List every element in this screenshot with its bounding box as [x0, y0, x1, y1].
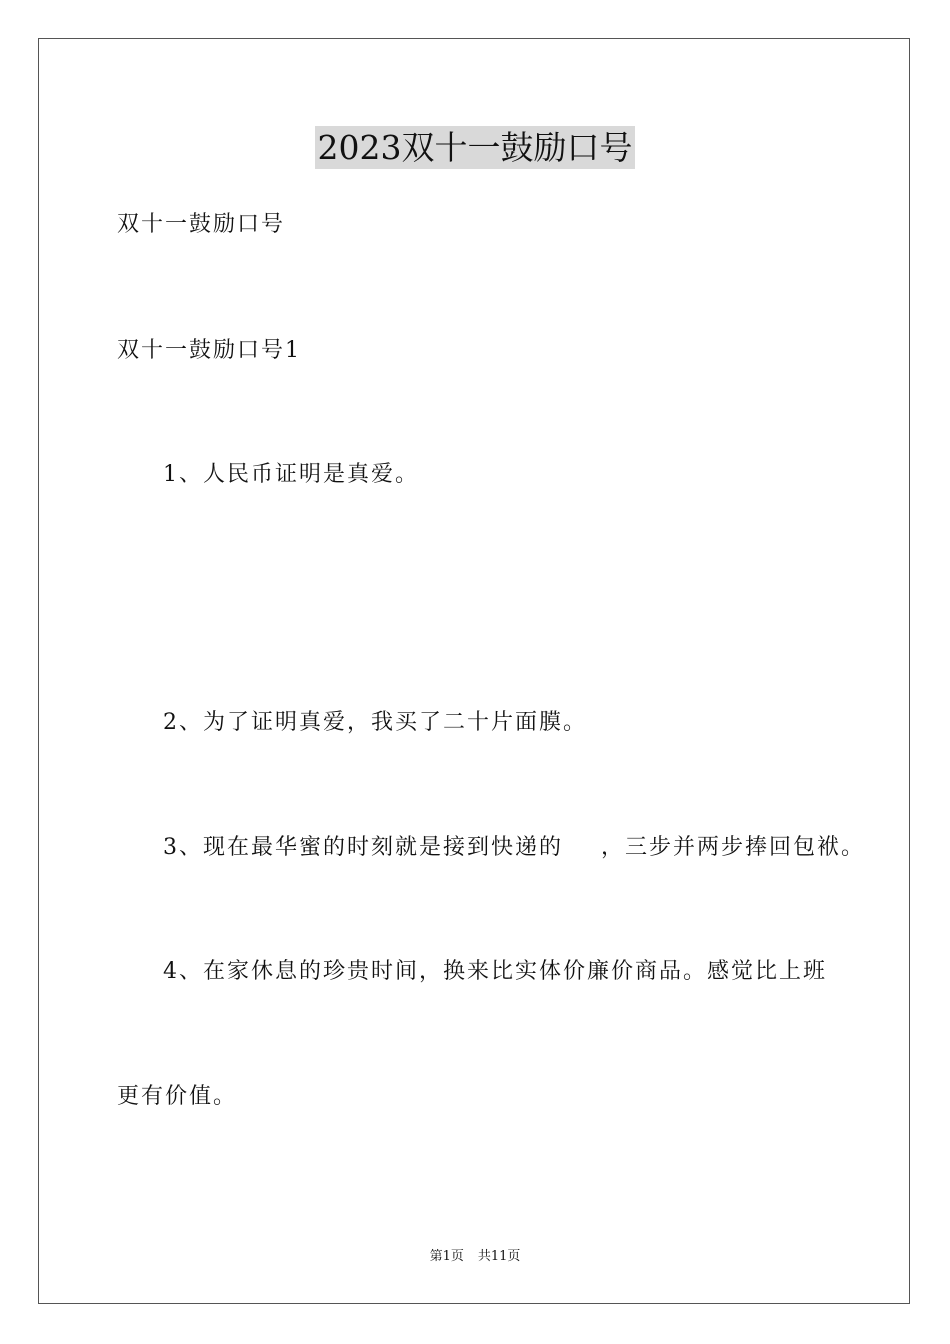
slogan-item-2: 2、为了证明真爱，我买了二十片面膜。 — [163, 710, 587, 735]
page-footer — [0, 1248, 950, 1266]
slogan-item-3-part-2: ，三步并两步捧回包袱。 — [601, 835, 866, 860]
document-subtitle: 双十一鼓励口号 — [117, 212, 286, 237]
document-title — [0, 122, 950, 174]
page-total: 共11页 — [477, 1249, 521, 1264]
page-number: 第1页 — [429, 1249, 464, 1264]
document-title-text: 2023双十一鼓励口号 — [315, 126, 636, 169]
slogan-item-3 — [163, 833, 865, 863]
slogan-item-1: 1、人民币证明是真爱。 — [163, 462, 419, 487]
section-heading: 双十一鼓励口号1 — [117, 338, 301, 363]
slogan-item-4-continuation: 更有价值。 — [117, 1084, 238, 1109]
slogan-item-4: 4、在家休息的珍贵时间，换来比实体价廉价商品。感觉比上班 — [163, 959, 827, 984]
slogan-item-3-part-1: 3、现在最华蜜的时刻就是接到快递的 — [163, 835, 563, 860]
